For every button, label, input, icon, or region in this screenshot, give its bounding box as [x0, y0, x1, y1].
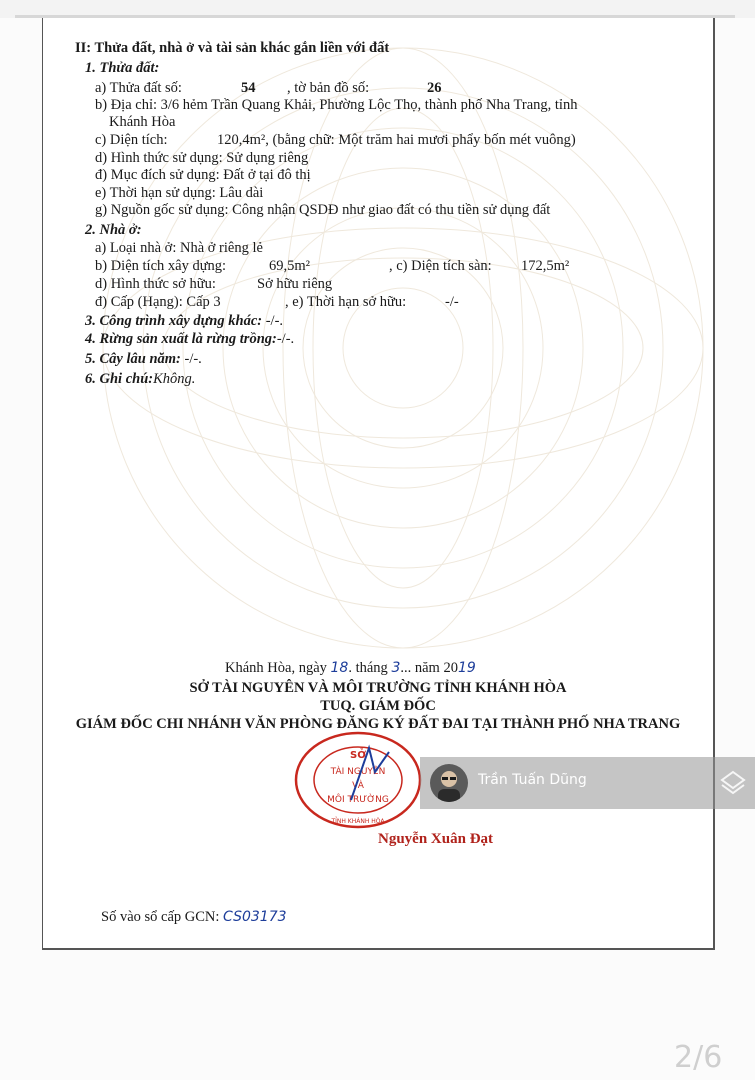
notes-label: 6. Ghi chú:: [85, 371, 154, 387]
other-works-label: 3. Công trình xây dựng khác:: [85, 313, 263, 329]
registry-line: [101, 909, 287, 926]
tuq-title: TUQ. GIÁM ĐỐC: [320, 698, 436, 714]
director-title: GIÁM ĐỐC CHI NHÁNH VĂN PHÒNG ĐĂNG KÝ ĐẤT ĐAI TẠI THÀNH PHỐ NHA TRANG: [75, 716, 681, 732]
viewer-overlay-bar[interactable]: [420, 757, 755, 809]
authority-name: SỞ TÀI NGUYÊN VÀ MÔI TRƯỜNG TỈNH KHÁNH HÒA: [189, 680, 567, 696]
build-area-label: b) Diện tích xây dựng:: [95, 258, 227, 274]
area-value: 120,4m², (bằng chữ: Một trăm hai mươi phẩy bốn mét vuông): [217, 132, 576, 148]
parcel-value: 54: [241, 80, 256, 96]
use-form: d) Hình thức sử dụng: Sử dụng riêng: [95, 150, 309, 166]
own-term-value: -/-: [445, 294, 459, 310]
forest-value: -/-.: [276, 331, 295, 347]
house-title: 2. Nhà ở:: [85, 222, 142, 238]
section-heading: II: Thửa đất, nhà ở và tài sản khác gắn liền với đất: [75, 40, 390, 56]
forest-label: 4. Rừng sản xuất là rừng trồng:: [85, 331, 277, 347]
overlay-user-name: Trần Tuấn Dũng: [478, 772, 587, 788]
address-line2: Khánh Hòa: [109, 114, 176, 130]
official-seal-icon: [293, 730, 423, 830]
own-term-label: , e) Thời hạn sở hữu:: [285, 294, 407, 310]
address-line1: b) Địa chỉ: 3/6 hẻm Trần Quang Khải, Phường Lộc Thọ, thành phố Nha Trang, tỉnh: [95, 97, 578, 113]
build-area-value: 69,5m²: [269, 258, 311, 274]
date-prefix: Khánh Hòa, ngày: [225, 660, 327, 676]
floor-area-value: 172,5m²: [521, 258, 570, 274]
registry-value: CS03173: [223, 909, 287, 925]
seal-line3: VÀ: [352, 781, 364, 791]
parcel-label: a) Thửa đất số:: [95, 80, 182, 96]
certificate-page: [42, 18, 715, 950]
page-indicator: 2/6: [674, 1040, 723, 1075]
production-forest: [85, 331, 294, 348]
ownership-label: d) Hình thức sở hữu:: [95, 276, 216, 292]
map-label: , tờ bản đồ số:: [287, 80, 370, 96]
ownership-value: Sở hữu riêng: [257, 276, 333, 292]
trees-label: 5. Cây lâu năm:: [85, 351, 181, 367]
notes-value: Không.: [153, 371, 196, 387]
use-purpose: đ) Mục đích sử dụng: Đất ở tại đô thị: [95, 167, 311, 183]
date-day: 18: [330, 660, 349, 676]
seal-line4: MÔI TRƯỜNG: [327, 795, 389, 805]
date-month-label: . tháng: [348, 660, 388, 676]
other-works: [85, 313, 283, 330]
land-title: 1. Thửa đất:: [85, 60, 160, 76]
seal-line2: TÀI NGUYÊN: [330, 767, 386, 777]
person-icon: [430, 764, 468, 802]
floor-area-label: , c) Diện tích sàn:: [389, 258, 492, 274]
signer-name: Nguyễn Xuân Đạt: [378, 831, 494, 847]
date-year: 19: [457, 660, 476, 676]
avatar[interactable]: [430, 764, 468, 802]
seal-bottom: TỈNH KHÁNH HÒA: [331, 818, 385, 825]
house-type: a) Loại nhà ở: Nhà ở riêng lẻ: [95, 240, 263, 256]
trees-value: -/-.: [180, 351, 202, 367]
layers-logo-icon: [719, 769, 747, 797]
other-works-value: -/-.: [262, 313, 284, 329]
date-year-label: ... năm 20: [400, 660, 458, 676]
grade-label: đ) Cấp (Hạng): Cấp 3: [95, 294, 221, 310]
signing-date: [225, 660, 476, 677]
date-month: 3: [391, 660, 401, 676]
notes: [85, 371, 195, 388]
registry-label: Số vào sổ cấp GCN:: [101, 909, 220, 925]
use-term: e) Thời hạn sử dụng: Lâu dài: [95, 185, 264, 201]
seal-line1: SỞ: [350, 750, 366, 761]
use-origin: g) Nguồn gốc sử dụng: Công nhận QSDĐ như giao đất có thu tiền sử dụng đất: [95, 202, 551, 218]
area-label: c) Diện tích:: [95, 132, 168, 148]
perennial-trees: [85, 351, 202, 368]
map-value: 26: [427, 80, 442, 96]
